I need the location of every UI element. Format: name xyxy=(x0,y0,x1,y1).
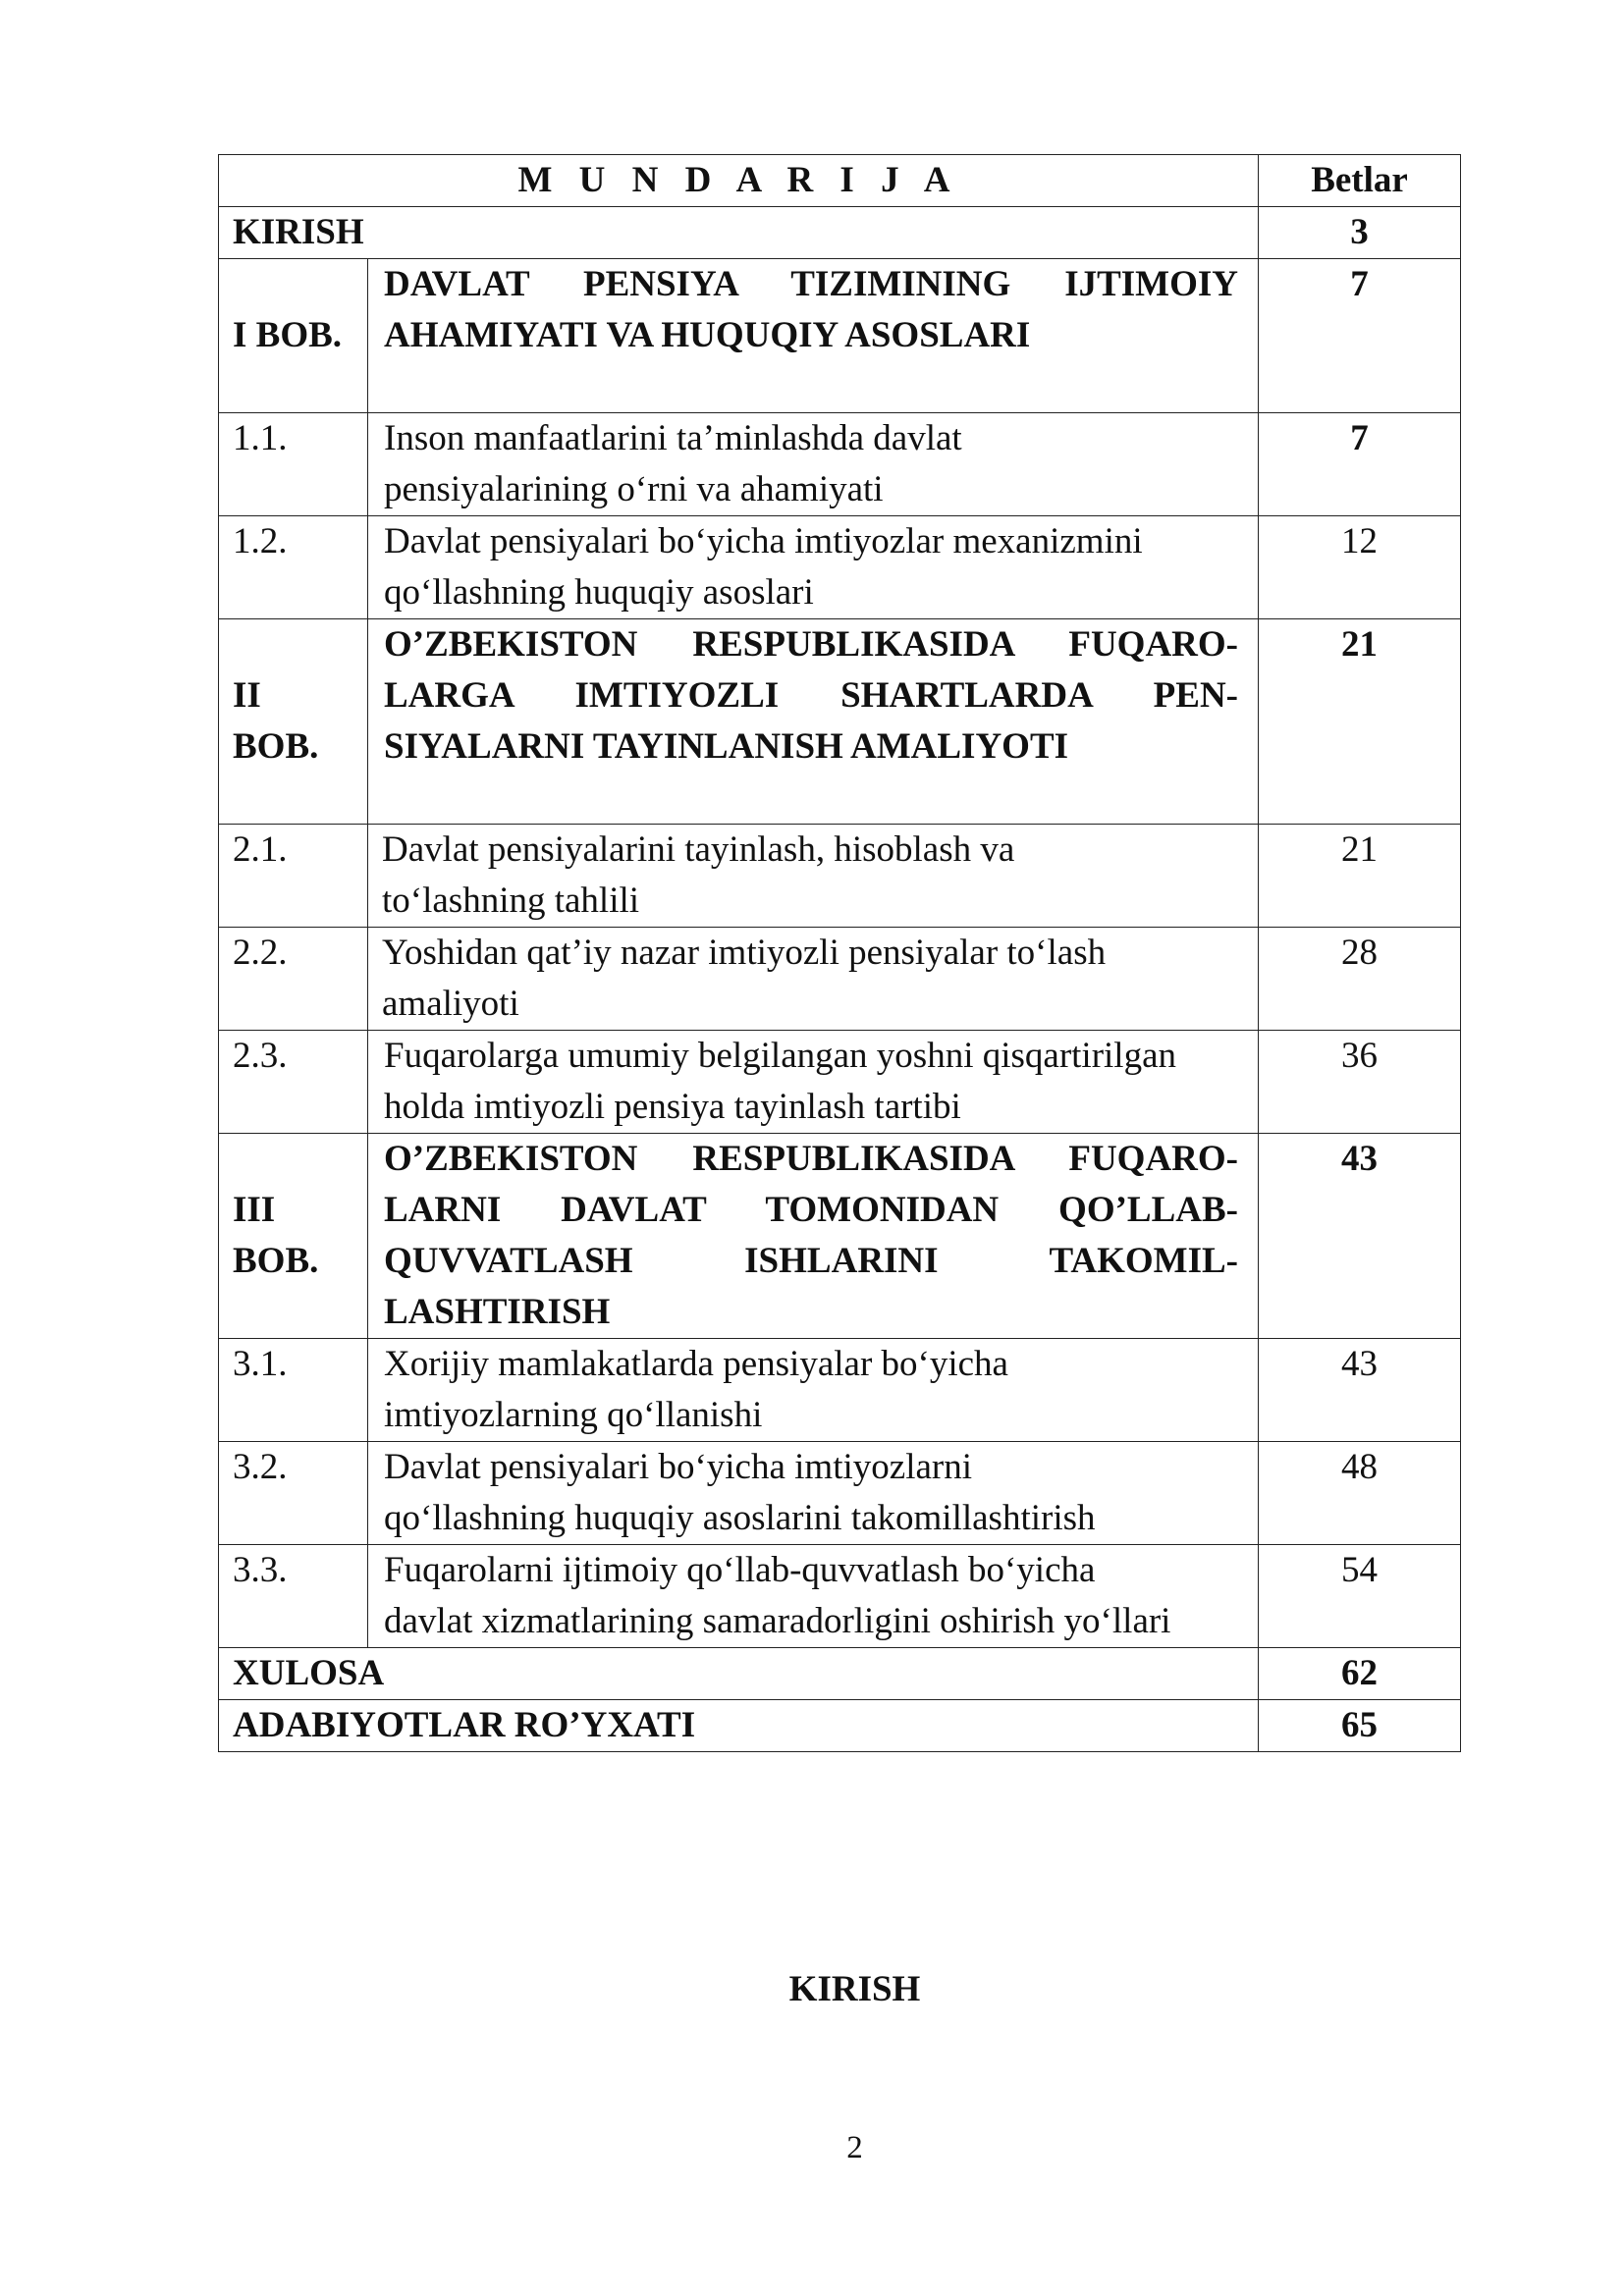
chapter-title-line: LARNI DAVLAT TOMONIDAN QO’LLAB- xyxy=(384,1190,1238,1230)
section-page: 28 xyxy=(1259,928,1461,1031)
section-page: 36 xyxy=(1259,1031,1461,1134)
section-number: 2.3. xyxy=(219,1031,368,1134)
toc-row-section-3-1 xyxy=(219,1339,1461,1442)
section-title xyxy=(368,825,1259,928)
chapter-title-line: O’ZBEKISTON RESPUBLIKASIDA FUQARO- xyxy=(384,624,1238,665)
toc-row-chapter-3 xyxy=(219,1134,1461,1339)
section-number: 1.1. xyxy=(219,413,368,516)
section-title-line: to‘lashning tahlili xyxy=(382,881,640,921)
intro-heading: KIRISH xyxy=(788,1969,921,2009)
toc-references-title: ADABIYOTLAR RO’YXATI xyxy=(219,1700,1259,1752)
section-title-line: qo‘llashning huquqiy asoslari xyxy=(384,572,814,613)
toc-row-section-3-2 xyxy=(219,1442,1461,1545)
section-title xyxy=(368,1442,1259,1545)
toc-header-row xyxy=(219,155,1461,207)
toc-row-section-2-2 xyxy=(219,928,1461,1031)
section-page: 54 xyxy=(1259,1545,1461,1648)
chapter-title-line: LARGA IMTIYOZLI SHARTLARDA PEN- xyxy=(384,675,1238,716)
section-page: 12 xyxy=(1259,516,1461,619)
section-title xyxy=(368,516,1259,619)
chapter-2-label xyxy=(219,619,368,825)
section-title xyxy=(368,1545,1259,1648)
toc-row-intro xyxy=(219,207,1461,259)
toc-intro-title: KIRISH xyxy=(219,207,1259,259)
chapter-title-line: SIYALARNI TAYINLANISH AMALIYOTI xyxy=(384,726,1069,767)
chapter-1-label: I BOB. xyxy=(219,259,368,413)
chapter-title-line: QUVVATLASH ISHLARINI TAKOMIL- xyxy=(384,1241,1238,1281)
chapter-1-title: DAVLAT PENSIYA TIZIMINING IJTIMOIY AHAMIYATI VA HUQUQIY ASOSLARI xyxy=(368,259,1259,413)
chapter-2-page: 21 xyxy=(1259,619,1461,825)
section-title-line: davlat xizmatlarining samaradorligini oshirish yo‘llari xyxy=(384,1601,1171,1641)
section-number: 2.1. xyxy=(219,825,368,928)
section-title-line: Davlat pensiyalari bo‘yicha imtiyozlar mexanizmini xyxy=(384,521,1143,561)
toc-row-chapter-2 xyxy=(219,619,1461,825)
toc-title: M U N D A R I J A xyxy=(219,155,1259,207)
chapter-2-title xyxy=(368,619,1259,825)
chapter-title-line: O’ZBEKISTON RESPUBLIKASIDA FUQARO- xyxy=(384,1139,1238,1179)
toc-row-chapter-1 xyxy=(219,259,1461,413)
chapter-label-line: BOB. xyxy=(233,726,319,767)
section-title-line: Davlat pensiyalarini tayinlash, hisoblash va xyxy=(382,829,1015,870)
section-number: 2.2. xyxy=(219,928,368,1031)
section-title-line: Yoshidan qat’iy nazar imtiyozli pensiyalar to‘lash xyxy=(382,933,1107,973)
toc-conclusion-page: 62 xyxy=(1259,1648,1461,1700)
chapter-3-page: 43 xyxy=(1259,1134,1461,1339)
toc-row-section-2-1 xyxy=(219,825,1461,928)
section-title-line: Fuqarolarga umumiy belgilangan yoshni qisqartirilgan xyxy=(384,1036,1177,1076)
toc-pages-label: Betlar xyxy=(1259,155,1461,207)
section-title-line: qo‘llashning huquqiy asoslarini takomillashtirish xyxy=(384,1498,1096,1538)
section-title-line: amaliyoti xyxy=(382,984,519,1024)
chapter-label-line: BOB. xyxy=(233,1241,319,1281)
section-title xyxy=(368,413,1259,516)
chapter-1-page: 7 xyxy=(1259,259,1461,413)
section-title-line: holda imtiyozli pensiya tayinlash tartibi xyxy=(384,1087,961,1127)
section-number: 3.1. xyxy=(219,1339,368,1442)
section-page: 48 xyxy=(1259,1442,1461,1545)
toc-row-references xyxy=(219,1700,1461,1752)
chapter-label-line: III xyxy=(233,1190,276,1230)
toc-row-section-3-3 xyxy=(219,1545,1461,1648)
toc-row-section-2-3 xyxy=(219,1031,1461,1134)
section-number: 3.3. xyxy=(219,1545,368,1648)
section-number: 3.2. xyxy=(219,1442,368,1545)
section-title-line: imtiyozlarning qo‘llanishi xyxy=(384,1395,763,1435)
toc-conclusion-title: XULOSA xyxy=(219,1648,1259,1700)
chapter-3-label xyxy=(219,1134,368,1339)
section-title xyxy=(368,1339,1259,1442)
section-title-line: Xorijiy mamlakatlarda pensiyalar bo‘yicha xyxy=(384,1344,1008,1384)
section-title-line: Inson manfaatlarini ta’minlashda davlat xyxy=(384,418,962,458)
section-title xyxy=(368,928,1259,1031)
table-of-contents xyxy=(218,154,1461,1752)
section-number: 1.2. xyxy=(219,516,368,619)
toc-row-section-1-1 xyxy=(219,413,1461,516)
page-number: 2 xyxy=(846,2130,863,2165)
chapter-3-title xyxy=(368,1134,1259,1339)
toc-references-page: 65 xyxy=(1259,1700,1461,1752)
toc-intro-page: 3 xyxy=(1259,207,1461,259)
toc-row-conclusion xyxy=(219,1648,1461,1700)
chapter-title-line: LASHTIRISH xyxy=(384,1292,611,1332)
section-page: 21 xyxy=(1259,825,1461,928)
chapter-label-line: II xyxy=(233,675,261,716)
section-title xyxy=(368,1031,1259,1134)
section-page: 7 xyxy=(1259,413,1461,516)
section-title-line: pensiyalarining o‘rni va ahamiyati xyxy=(384,469,884,509)
section-page: 43 xyxy=(1259,1339,1461,1442)
toc-row-section-1-2 xyxy=(219,516,1461,619)
section-title-line: Fuqarolarni ijtimoiy qo‘llab-quvvatlash bo‘yicha xyxy=(384,1550,1096,1590)
section-title-line: Davlat pensiyalari bo‘yicha imtiyozlarni xyxy=(384,1447,972,1487)
